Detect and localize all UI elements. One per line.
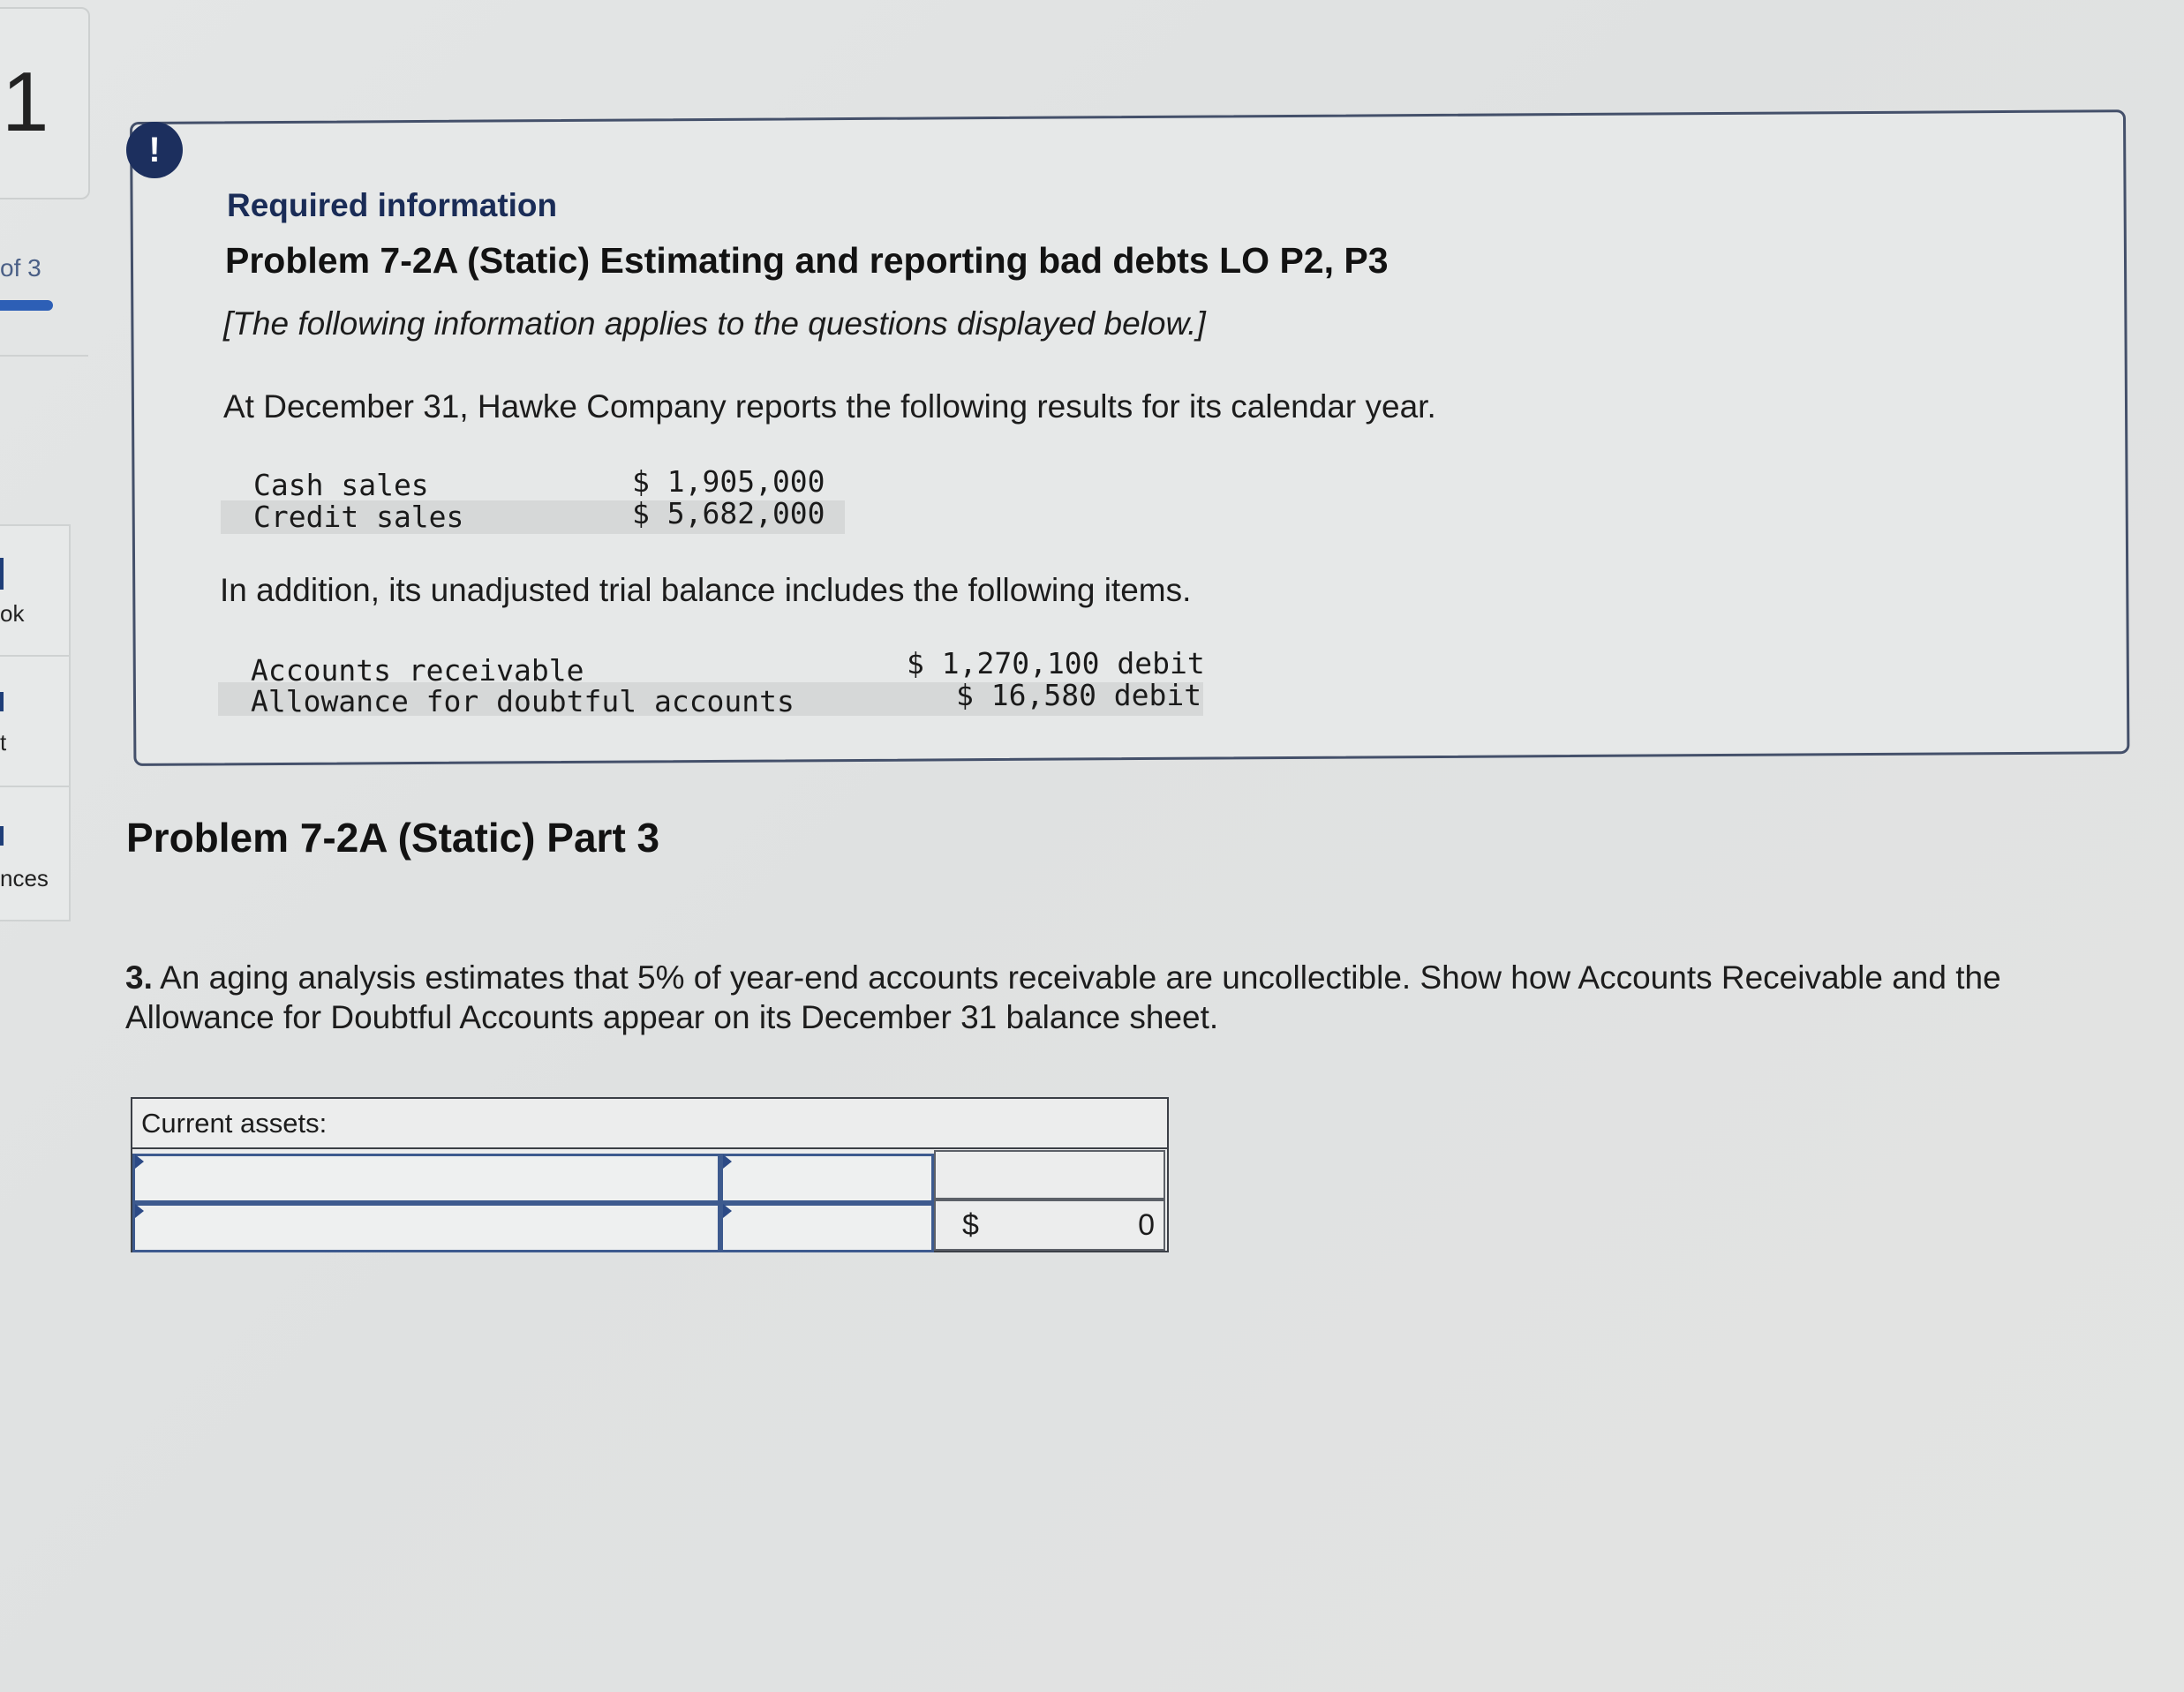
sidebar-item-label: nces	[0, 865, 49, 891]
sidebar-item-ebook[interactable]	[0, 524, 71, 658]
addition-text: In addition, its unadjusted trial balance includes the following items.	[220, 572, 1192, 608]
answer-table-header	[132, 1099, 1167, 1149]
intro-text: At December 31, Hawke Company reports the following results for its calendar year.	[223, 388, 1436, 425]
row2-amount-input[interactable]	[720, 1203, 934, 1252]
dropdown-marker-icon	[723, 1154, 732, 1169]
required-information-title: Required information	[227, 187, 558, 223]
cash-sales-value: $ 1,905,000	[632, 464, 825, 499]
part-title: Problem 7-2A (Static) Part 3	[126, 815, 660, 861]
total-value: 0	[1138, 1208, 1155, 1242]
sidebar-item-label: t	[0, 729, 7, 756]
cash-sales-label: Cash sales	[253, 468, 429, 502]
row1-amount-input[interactable]	[720, 1154, 934, 1203]
row2-account-select[interactable]	[132, 1203, 720, 1252]
question-number-card[interactable]	[0, 7, 90, 199]
references-icon	[0, 826, 4, 846]
book-icon	[0, 558, 4, 590]
sidebar-item-label: ok	[0, 600, 25, 627]
question-count: of 3	[0, 254, 41, 282]
print-icon	[0, 692, 4, 711]
question-number-label: 3.	[125, 959, 153, 996]
row1-account-select[interactable]	[132, 1154, 720, 1203]
credit-sales-label: Credit sales	[253, 500, 464, 534]
question-body: An aging analysis estimates that 5% of year-end accounts receivable are uncollectible. Show how Accounts Receivable and the Allowance for Doubtful Accounts appear on its December 31 balance sheet.	[125, 959, 2001, 1035]
row2-total-cell	[934, 1199, 1165, 1251]
row1-total-cell	[934, 1150, 1165, 1199]
sidebar-divider	[0, 355, 88, 357]
dropdown-marker-icon	[135, 1204, 144, 1218]
alert-icon: !	[126, 122, 183, 178]
allowance-label: Allowance for doubtful accounts	[251, 684, 795, 718]
accounts-receivable-label: Accounts receivable	[251, 653, 584, 688]
credit-sales-value: $ 5,682,000	[632, 496, 825, 530]
currency-symbol: $	[962, 1208, 979, 1242]
progress-bar	[0, 300, 53, 311]
sidebar-item-references[interactable]	[0, 786, 71, 921]
question-sidebar	[0, 0, 97, 1692]
dropdown-marker-icon	[723, 1204, 732, 1218]
problem-title: Problem 7-2A (Static) Estimating and reporting bad debts LO P2, P3	[225, 240, 1389, 281]
balance-sheet-answer-table	[131, 1097, 1169, 1252]
question-number: 1	[2, 55, 49, 149]
dropdown-marker-icon	[135, 1154, 144, 1169]
sidebar-item-print[interactable]	[0, 655, 71, 789]
question-text	[125, 958, 2067, 1037]
current-assets-label: Current assets:	[141, 1108, 328, 1139]
info-note: [The following information applies to the questions displayed below.]	[223, 305, 1206, 342]
accounts-receivable-value: $ 1,270,100 debit	[907, 646, 1205, 681]
allowance-value: $ 16,580 debit	[956, 678, 1202, 712]
